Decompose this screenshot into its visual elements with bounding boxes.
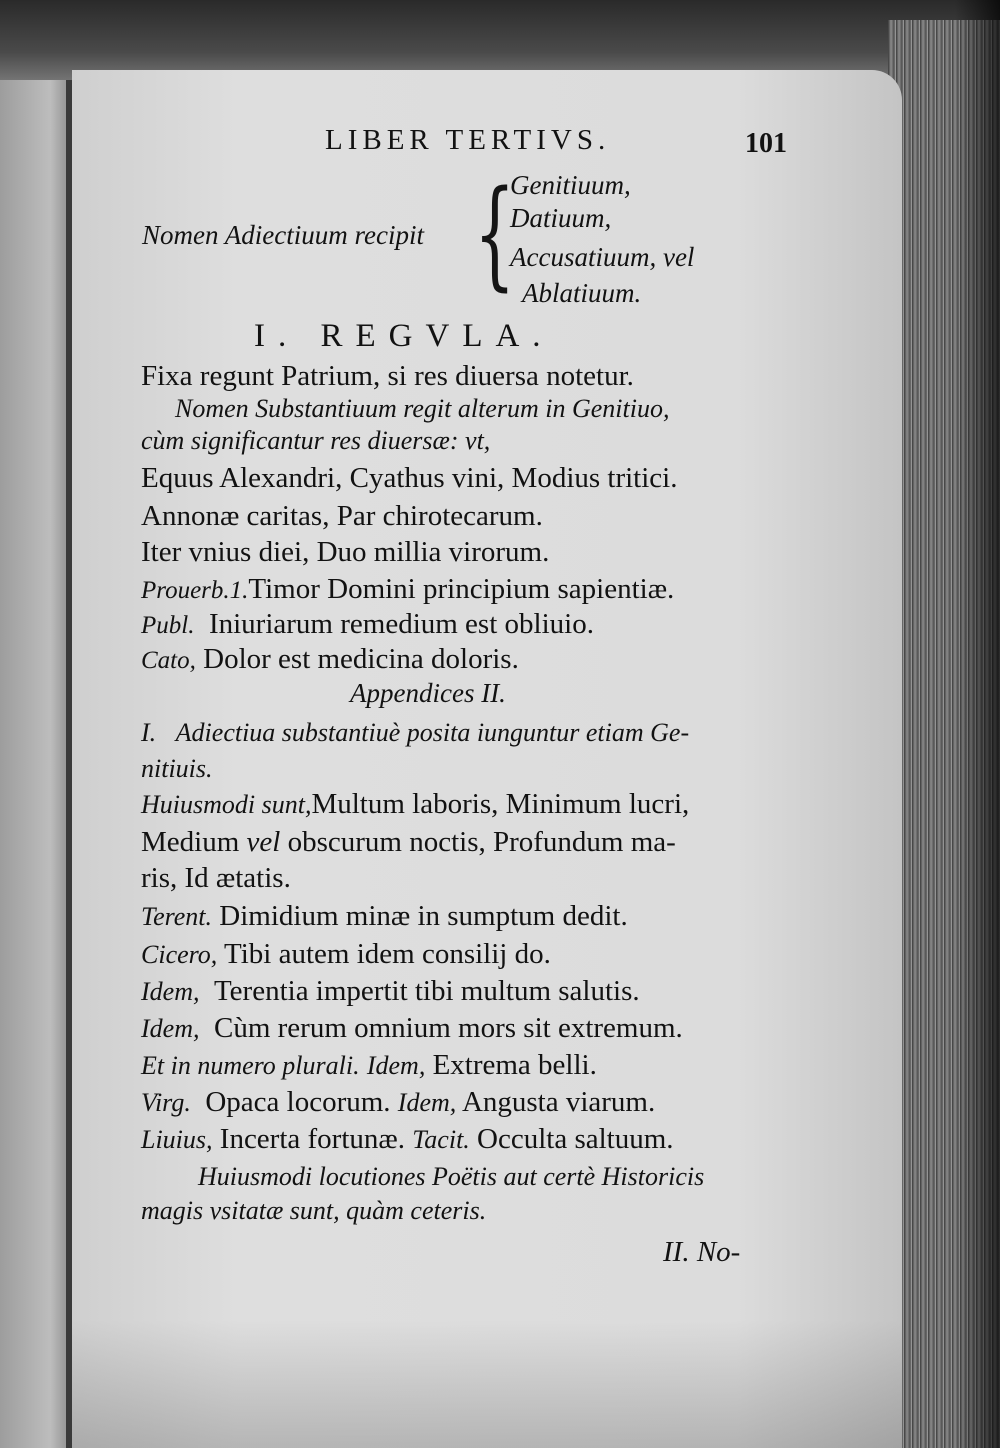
quote-plural [141,1049,597,1082]
case-ablative: Ablatiuum. [522,278,642,308]
quote-proverbs [141,573,674,606]
appendix-1-line-1 [141,718,689,748]
closing-line-1: Huiusmodi locutiones Poëtis aut certè Historicis [198,1162,705,1191]
case-genitive: Genitiuum, [510,170,631,200]
catchword: II. No- [663,1236,741,1268]
brace-icon: { [474,164,516,302]
closing-line-2: magis vsitatæ sunt, quàm ceteris. [141,1196,487,1225]
examples-line-2: Annonæ caritas, Par chirotecarum. [141,500,543,532]
rule-explanation-line-1: Nomen Substantiuum regit alterum in Genitiuo, [175,394,670,423]
quote-text: Opaca locorum. [205,1086,391,1118]
quote-source: Terent. [141,902,213,931]
appendix-example-1 [141,788,689,821]
appendix-example-2 [141,826,676,859]
quote-source: Virg. [141,1088,191,1117]
case-accusative: Accusatiuum, vel [510,242,695,272]
book-gutter [66,80,72,1448]
quote-source: Idem, [141,977,200,1006]
rule-explanation-line-2: cùm significantur res diuersæ: vt, [141,426,491,455]
quote-text: Angusta viarum. [461,1086,656,1118]
example-text: Medium [141,826,240,858]
quote-source: Idem, [397,1088,457,1117]
quote-text: Tibi autem idem consilij do. [224,938,551,970]
quote-text: Extrema belli. [432,1049,597,1081]
quote-source: Publ. [141,612,195,639]
quote-text: Terentia impertit tibi multum salutis. [213,975,640,1007]
example-vel: vel [246,826,281,858]
quote-text: Dimidium minæ in sumptum dedit. [219,900,628,932]
quote-virgil [141,1086,655,1119]
quote-text: Cùm rerum omnium mors sit extremum. [213,1012,683,1044]
quote-source: Cicero, [141,940,218,969]
plural-note: Et in numero plurali. [141,1051,360,1080]
quote-idem-1 [141,975,640,1008]
page-number: 101 [745,128,787,159]
rule-verse: Fixa regunt Patrium, si res diuersa notetur. [141,360,634,392]
rule-title: I. REGVLA. [254,318,554,354]
appendix-1-line-2: nitiuis. [141,754,213,783]
quote-source: Cato, [141,647,196,674]
quote-idem-2 [141,1012,683,1045]
quote-text: Iniuriarum remedium est obliuio. [208,608,594,640]
page-bottom-shade [72,1320,902,1448]
quote-text: Occulta saltuum. [477,1123,674,1155]
left-page-edge [0,80,72,1448]
quote-text: Timor Domini principium sapientiæ. [248,573,675,605]
quote-cicero [141,938,551,971]
quote-source: Tacit. [412,1125,470,1154]
quote-cato [141,643,519,676]
quote-source: Idem, [366,1051,426,1080]
quote-source: Prouerb.1. [141,577,249,604]
examples-line-1: Equus Alexandri, Cyathus vini, Modius tritici. [141,462,678,494]
scheme-label: Nomen Adiectiuum recipit [142,220,424,250]
example-text: Multum laboris, Minimum lucri, [311,788,690,820]
quote-source: Liuius, [141,1125,213,1154]
right-shadow [955,0,1000,1448]
appendices-title: Appendices II. [350,678,506,708]
case-dative: Datiuum, [510,203,612,233]
quote-publilius [141,608,594,641]
example-text: obscurum noctis, Profundum ma- [287,826,676,858]
examples-line-3: Iter vnius diei, Duo millia virorum. [141,536,550,568]
example-label: Huiusmodi sunt, [141,790,312,819]
quote-source: Idem, [141,1014,200,1043]
quote-text: Incerta fortunæ. [219,1123,405,1155]
appendix-text: Adiectiua substantiuè posita iunguntur etiam Ge- [175,718,690,747]
quote-terence [141,900,628,933]
quote-text: Dolor est medicina doloris. [203,643,519,675]
appendix-number: I. [141,718,157,747]
appendix-example-3: ris, Id ætatis. [141,862,291,894]
running-head: LIBER TERTIVS. [325,124,611,156]
quote-livy-tacitus [141,1123,674,1156]
